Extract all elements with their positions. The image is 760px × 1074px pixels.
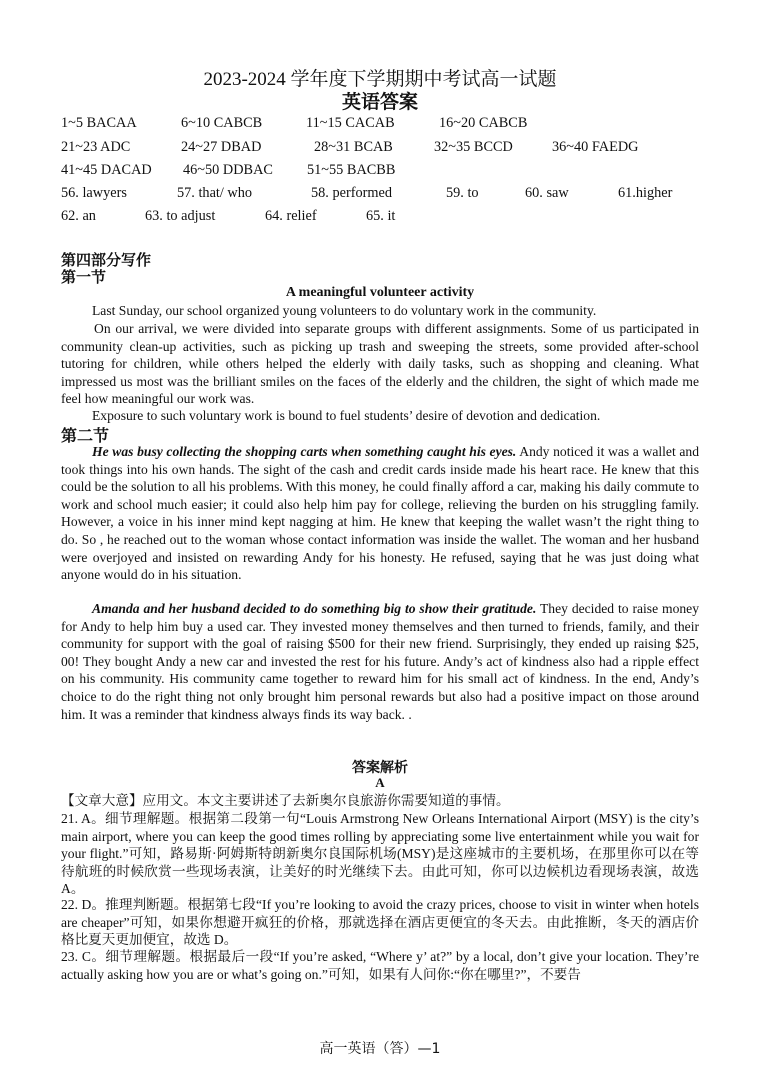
essay-title: A meaningful volunteer activity <box>285 285 475 300</box>
answer-group: 6~10 CABCB <box>181 115 263 131</box>
answer-group: 1~5 BACAA <box>61 115 137 131</box>
answer-group: 28~31 BCAB <box>314 139 393 155</box>
page-title: 2023-2024 学年度下学期期中考试高一试题 <box>203 69 557 90</box>
answer-group: 21~23 ADC <box>61 139 131 155</box>
analysis-section-label: A <box>375 775 385 790</box>
page-footer: 高一英语（答）—1 <box>319 1041 441 1057</box>
analysis-heading: 答案解析 <box>352 760 408 776</box>
answer-item: 58. performed <box>311 185 392 201</box>
paragraph-lead-sentence: He was busy collecting the shopping carts when something caught his eyes. <box>92 444 517 459</box>
answer-item: 56. lawyers <box>61 185 127 201</box>
paragraph-body: They decided to raise money for Andy to help him buy a used car. They invested money themselves and then turned to friends, family, and their community for support with the goal of raising $500 for their new friend. Surprisingly, they ended up raising $25, 00! They bought Andy a new car and invested the rest for his future. Andy’s act of kindness also had a ripple effect on his community. His community came together to reward him for his small act of kindness. In the end, Andy’s choice to do the right thing not only brought him personal rewards but also had a positive impact on those around him. It was a reminder that kindness always finds its way back. . <box>61 601 699 722</box>
continuation-paragraph-1 <box>61 443 699 584</box>
answer-group: 41~45 DACAD <box>61 162 152 178</box>
answer-item: 59. to <box>446 185 479 201</box>
question-23-explanation: 23. C。细节理解题。根据最后一段“If you’re asked, “Where y’ at?” by a local, don’t give your location. They’re actually asking how you are or what’s going on.”可知，如果有人问你:“你在哪里?”，不要告 <box>61 949 699 982</box>
answer-item: 63. to adjust <box>145 208 216 224</box>
answer-group: 51~55 BACBB <box>307 162 396 178</box>
answer-group: 11~15 CACAB <box>306 115 395 131</box>
continuation-paragraph-2 <box>61 600 699 723</box>
essay-paragraph-3: Exposure to such voluntary work is bound to fuel students’ desire of devotion and dedication. <box>92 408 601 423</box>
writing-part-heading: 第四部分写作 <box>61 251 152 269</box>
answer-item: 60. saw <box>525 185 569 201</box>
answer-group: 16~20 CABCB <box>439 115 528 131</box>
question-21-explanation: 21. A。细节理解题。根据第二段第一句“Louis Armstrong New Orleans International Airport (MSY) is the city’s main airport, where you can keep the good times rolling by appreciating some live entertainment while you wait for your flight.”可知，路易斯·阿姆斯特朗新奥尔良国际机场(MSY)是这座城市的主要机场，在那里你可以在等待航班的时候欣赏一些现场表演，让美好的时光继续下去。由此可知，你可以边候机边看现场表演，故选 A。 <box>61 811 699 897</box>
paragraph-body: Andy noticed it was a wallet and took things into his own hands. The sight of the cash and credit cards inside made his heart race. He knew that this could be the solution to all his problems. With this money, he could finally afford a car, making his daily commute to work and school much easier; it could also help him pay for college, relieving the burden on his struggling family. However, a voice in his inner mind kept nagging at him. He knew that keeping the wallet wasn’t the right thing to do. So , he reached out to the woman whose contact information was inside the wallet. The woman and her husband were overjoyed and insisted on rewarding Andy for his honesty. He refused, saying that he was just doing what anyone would do in his situation. <box>61 444 700 583</box>
answer-group: 32~35 BCCD <box>434 139 513 155</box>
essay-paragraph-1: Last Sunday, our school organized young volunteers to do voluntary work in the community. <box>92 303 597 318</box>
section-1-heading: 第一节 <box>61 268 107 286</box>
answer-group: 24~27 DBAD <box>181 139 262 155</box>
answer-item: 64. relief <box>265 208 317 224</box>
answer-item: 65. it <box>366 208 396 224</box>
page-subtitle: 英语答案 <box>341 91 418 113</box>
article-summary: 【文章大意】应用文。本文主要讲述了去新奥尔良旅游你需要知道的事情。 <box>61 793 510 808</box>
answer-group: 36~40 FAEDG <box>552 139 639 155</box>
answer-group: 46~50 DDBAC <box>183 162 273 178</box>
question-22-explanation: 22. D。推理判断题。根据第七段“If you’re looking to avoid the crazy prices, choose to visit in winter when hotels are cheaper”可知，如果你想避开疯狂的价格，那就选择在酒店更便宜的冬天去。由此推断，冬天的酒店价格比夏天更加便宜，故选 D。 <box>61 897 699 948</box>
paragraph-lead-sentence: Amanda and her husband decided to do something big to show their gratitude. <box>92 601 537 616</box>
essay-paragraph-2: On our arrival, we were divided into separate groups with different assignments. Some of us participated in community clean-up activities, such as picking up trash and sweeping the streets, some provided after-school tutoring for children, while others helped the elderly with daily tasks, such as shopping and cleaning. What impressed us most was the brilliant smiles on the faces of the elderly and the children, the sight of which made me feel how meaningful our work was. <box>61 321 699 407</box>
section-2-heading: 第二节 <box>61 426 110 445</box>
answer-item: 62. an <box>61 208 96 224</box>
answer-item: 61.higher <box>618 185 673 201</box>
answer-item: 57. that/ who <box>177 185 253 201</box>
